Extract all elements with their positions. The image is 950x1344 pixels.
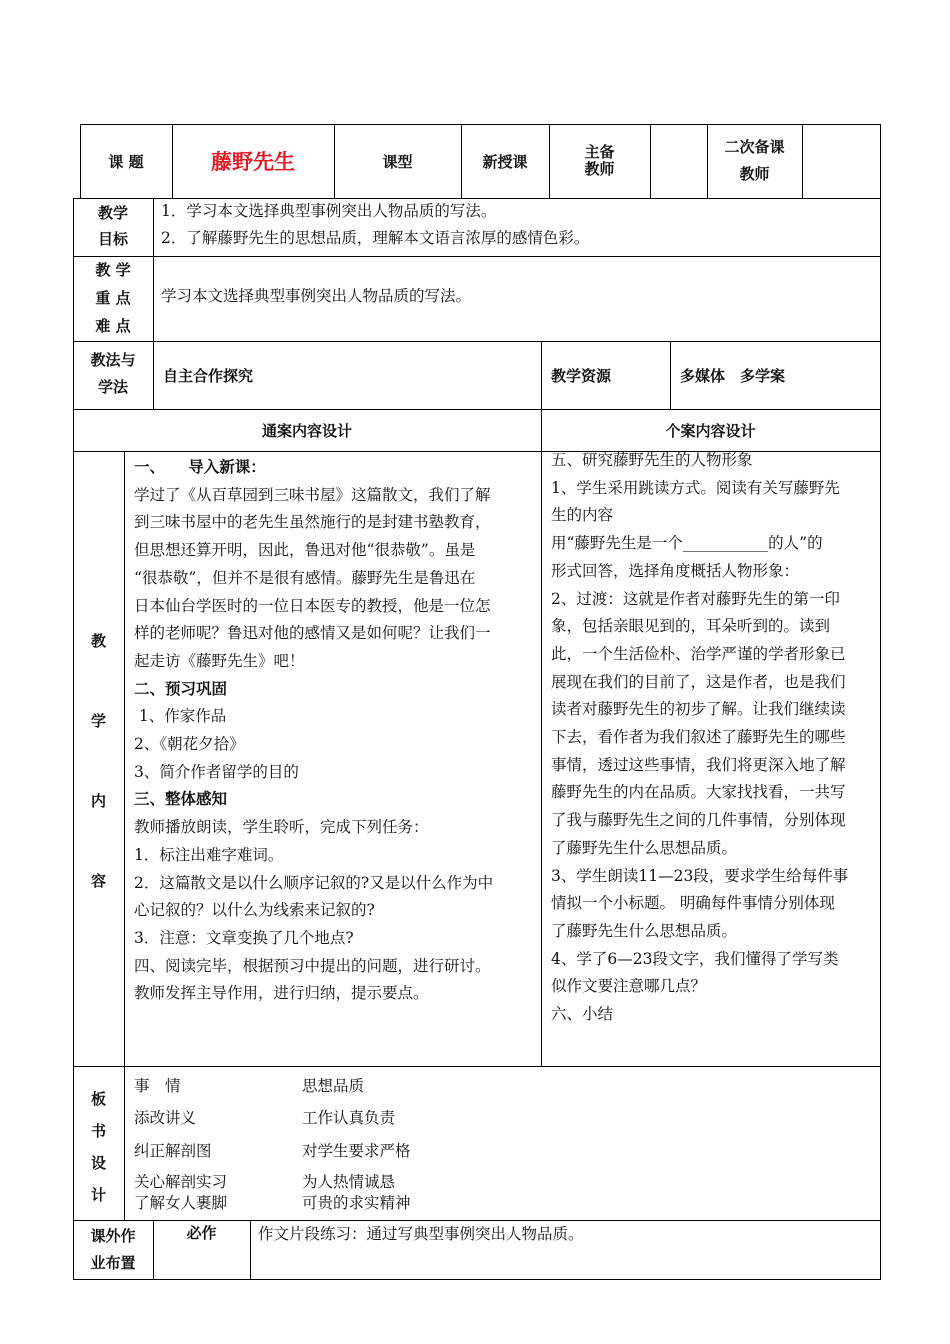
second-prep-label: 二次备课 教师 [724, 138, 785, 183]
content-line: 3、简介作者留学的目的 [134, 762, 299, 781]
content-line: 4、学了6—23段文字，我们懂得了学写类 [551, 949, 839, 968]
content-line: 样的老师呢？鲁迅对他的感情又是如何呢？让我们一 [134, 624, 491, 643]
key-points-label [73, 256, 153, 341]
grid-line [124, 451, 125, 1220]
content-line: 事情，透过这些事情，我们将更深入地了解 [551, 755, 846, 774]
content-line: 形式回答，选择角度概括人物形象： [551, 561, 800, 580]
content-side-char: 学 [90, 712, 106, 730]
content-line: 情拟一个小标题。 明确每件事情分别体现 [551, 894, 835, 913]
content-line: 1、作家作品 [134, 707, 227, 726]
resources-value: 多媒体 多学案 [680, 366, 786, 385]
content-line: 1、学生采用跳读方式。阅读有关写藤野先 [551, 478, 840, 497]
content-line: 起走访《藤野先生》吧！ [134, 651, 305, 670]
homework-text: 作文片段练习：通过写典型事例突出人物品质。 [258, 1225, 584, 1243]
content-line: 生的内容 [551, 506, 614, 525]
board-event: 事 情 [134, 1077, 181, 1095]
content-line: 3、学生朗读11—23段，要求学生给每件事 [551, 866, 849, 885]
common-content [134, 454, 536, 1008]
grid-line [541, 341, 542, 409]
methods-label-line: 学法 [97, 378, 128, 396]
content-line: 下去，看作者为我们叙述了藤野先生的哪些 [551, 728, 846, 747]
content-line: 2．这篇散文是以什么顺序记叙的?又是以什么作为中 [134, 873, 494, 892]
board-event: 纠正解剖图 [134, 1142, 212, 1160]
objectives-text [161, 198, 873, 256]
content-line: 2、过渡：这就是作者对藤野先生的第一印 [551, 589, 840, 608]
content-line: 四、阅读完毕，根据预习中提出的问题，进行研讨。 [134, 956, 491, 975]
content-line: 1．标注出难字难词。 [134, 845, 284, 864]
content-line: 三、整体感知 [134, 790, 228, 809]
key-points-text: 学习本文选择典型事例突出人物品质的写法。 [161, 287, 472, 305]
board-quality: 可贵的求实精神 [302, 1194, 411, 1212]
content-line: 六、小结 [551, 1005, 614, 1024]
grid-line [250, 1220, 251, 1279]
content-line: 似作文要注意哪几点？ [551, 977, 707, 996]
methods-value: 自主合作探究 [163, 366, 254, 385]
board-quality: 为人热情诚恳 [302, 1173, 396, 1191]
grid-line [153, 198, 154, 409]
lesson-type-label: 课型 [382, 152, 413, 171]
homework-label-line: 课外作 [90, 1227, 136, 1245]
board-quality: 对学生要求严格 [302, 1142, 411, 1160]
content-line: 用“藤野先生是一个___________的人”的 [551, 534, 823, 553]
content-line: 2、《朝花夕拾》 [134, 735, 245, 754]
content-line: 读者对藤野先生的初步了解。让我们继续读 [551, 700, 846, 719]
common-design-header: 通案内容设计 [261, 421, 352, 440]
content-line: 展现在我们的目前了，这是作者，也是我们 [551, 672, 846, 691]
objectives-label [73, 198, 153, 256]
content-side-label [73, 630, 124, 900]
content-line: 学过了《从百草园到三味书屋》这篇散文，我们了解 [134, 485, 491, 504]
content-line: “很恭敬”，但并不是很有感情。藤野先生是鲁迅在 [134, 568, 476, 587]
individual-content [551, 447, 877, 1029]
homework-label [73, 1220, 153, 1279]
key-points-label-line: 难 点 [95, 317, 131, 335]
second-prep-value [802, 124, 880, 198]
content-line: 了藤野先生什么思想品质。 [551, 921, 738, 940]
grid-line [73, 1279, 881, 1280]
objective-item: 2．了解藤野先生的思想品质，理解本文语言浓厚的感情色彩。 [161, 229, 590, 247]
board-side-label [73, 1083, 124, 1211]
objectives-label-line: 教学 [97, 204, 128, 222]
content-line: 日本仙台学医时的一位日本医专的教授，他是一位怎 [134, 596, 491, 615]
grid-line [73, 256, 881, 257]
board-side-char: 计 [90, 1186, 106, 1204]
content-line: 到三味书屋中的老先生虽然施行的是封建书塾教育， [134, 513, 491, 532]
methods-label [73, 341, 153, 409]
content-line: 教师发挥主导作用，进行归纳，提示要点。 [134, 984, 429, 1003]
grid-line [73, 1066, 881, 1067]
board-event: 了解女人裹脚 [134, 1194, 228, 1212]
content-line: 了我与藤野先生之间的几件事情，分别体现 [551, 811, 846, 830]
board-side-char: 书 [90, 1122, 106, 1140]
required-label: 必作 [186, 1224, 217, 1242]
board-quality: 思想品质 [302, 1077, 365, 1095]
board-side-char: 设 [90, 1154, 106, 1172]
objective-item: 1．学习本文选择典型事例突出人物品质的写法。 [161, 202, 497, 220]
key-points-label-line: 重 点 [95, 289, 131, 307]
board-side-char: 板 [90, 1090, 106, 1108]
content-line: 象，包括亲眼见到的，耳朵听到的。读到 [551, 617, 831, 636]
content-side-char: 容 [90, 872, 106, 890]
content-side-char: 教 [90, 632, 106, 650]
content-line: 一、 导入新课： [134, 458, 266, 476]
grid-line [880, 124, 881, 1280]
grid-line [541, 409, 542, 1066]
board-event: 关心解剖实习 [134, 1173, 228, 1191]
grid-line [73, 1220, 881, 1221]
resources-label: 教学资源 [551, 366, 612, 385]
content-line: 二、预习巩固 [134, 679, 228, 698]
lesson-type-value: 新授课 [482, 152, 528, 171]
methods-label-line: 教法与 [90, 351, 136, 369]
key-points-label-line: 教 学 [95, 261, 131, 279]
board-event: 添改讲义 [134, 1109, 197, 1127]
content-side-char: 内 [90, 792, 106, 810]
content-line: 教师播放朗读，学生聆听，完成下列任务： [134, 818, 429, 837]
homework-label-line: 业布置 [90, 1254, 136, 1272]
content-line: 3．注意：文章变换了几个地点? [134, 928, 354, 947]
content-line: 了藤野先生什么思想品质。 [551, 838, 738, 857]
content-line: 藤野先生的内在品质。大家找找看，一共写 [551, 783, 846, 802]
topic-label: 课 题 [108, 152, 144, 171]
main-teacher-label: 主备 教师 [584, 143, 615, 178]
objectives-label-line: 目标 [97, 230, 128, 248]
main-teacher-value [650, 124, 707, 198]
board-quality: 工作认真负责 [302, 1109, 396, 1127]
content-line: 心记叙的？以什么为线索来记叙的? [134, 901, 375, 920]
grid-line [670, 341, 671, 409]
content-line: 但思想还算开明，因此，鲁迅对他“很恭敬”。虽是 [134, 541, 476, 560]
content-line: 五、研究藤野先生的人物形象 [551, 451, 753, 469]
individual-design-header: 个案内容设计 [665, 421, 756, 440]
content-line: 此，一个生活俭朴、治学严谨的学者形象已 [551, 644, 846, 663]
lesson-title: 藤野先生 [211, 150, 295, 174]
